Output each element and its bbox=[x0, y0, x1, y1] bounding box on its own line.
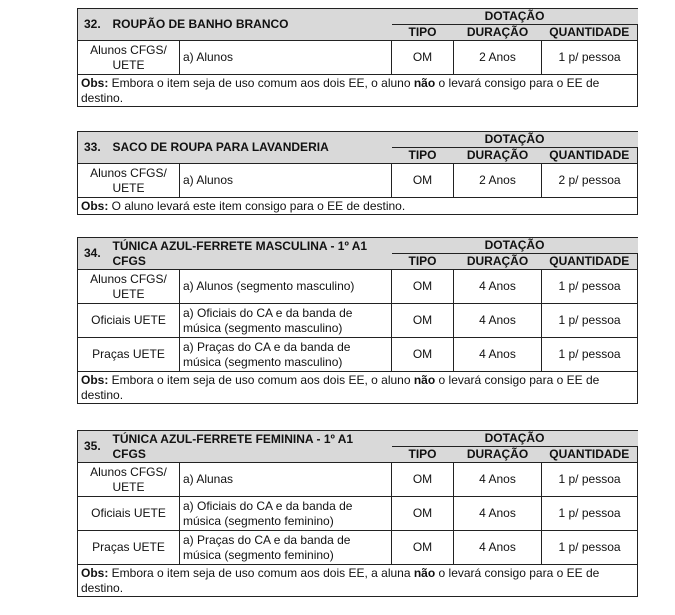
quantidade-cell: 1 p/ pessoa bbox=[542, 304, 638, 338]
tipo-cell: OM bbox=[392, 304, 454, 338]
group-cell: Oficiais UETE bbox=[78, 497, 180, 531]
obs-row bbox=[78, 198, 638, 215]
item-title: TÚNICA AZUL-FERRETE MASCULINA - 1º A1 CFGS bbox=[110, 238, 392, 270]
obs-note bbox=[78, 198, 638, 215]
item-table-3 bbox=[77, 237, 638, 404]
obs-text-end: o levará consigo para o EE de destino. bbox=[81, 565, 600, 595]
table-row bbox=[78, 41, 638, 75]
item-header-row-1 bbox=[78, 431, 638, 447]
tipo-cell: OM bbox=[392, 164, 454, 198]
quantidade-cell: 1 p/ pessoa bbox=[542, 463, 638, 497]
tipo-cell: OM bbox=[392, 270, 454, 304]
quantidade-cell: 1 p/ pessoa bbox=[542, 497, 638, 531]
tipo-cell: OM bbox=[392, 41, 454, 75]
obs-note bbox=[78, 565, 638, 597]
tipo-header: TIPO bbox=[392, 148, 454, 164]
obs-emphasis: não bbox=[413, 372, 436, 387]
item-number: 33. bbox=[78, 132, 110, 164]
obs-row bbox=[78, 372, 638, 404]
table-row bbox=[78, 304, 638, 338]
obs-label: Obs: bbox=[81, 372, 109, 387]
group-cell: Praças UETE bbox=[78, 338, 180, 372]
group-cell: Alunos CFGS/ UETE bbox=[78, 164, 180, 198]
duracao-cell: 2 Anos bbox=[454, 164, 542, 198]
duracao-cell: 4 Anos bbox=[454, 338, 542, 372]
quantidade-header: QUANTIDADE bbox=[542, 254, 638, 270]
description-cell: a) Alunos bbox=[180, 41, 392, 75]
tipo-cell: OM bbox=[392, 338, 454, 372]
table-row bbox=[78, 270, 638, 304]
duracao-header: DURAÇÃO bbox=[454, 25, 542, 41]
tipo-cell: OM bbox=[392, 531, 454, 565]
table-row bbox=[78, 531, 638, 565]
obs-text-end: o levará consigo para o EE de destino. bbox=[81, 75, 600, 105]
item-table-4 bbox=[77, 430, 638, 597]
item-title: TÚNICA AZUL-FERRETE FEMININA - 1º A1 CFGS bbox=[110, 431, 392, 463]
quantidade-cell: 1 p/ pessoa bbox=[542, 41, 638, 75]
item-table-2 bbox=[77, 131, 638, 215]
item-header-row-1 bbox=[78, 132, 638, 148]
obs-row bbox=[78, 75, 638, 107]
quantidade-header: QUANTIDADE bbox=[542, 447, 638, 463]
group-cell: Alunos CFGS/ UETE bbox=[78, 270, 180, 304]
description-cell: a) Oficiais do CA e da banda de música (segmento masculino) bbox=[180, 304, 392, 338]
description-cell: a) Alunas bbox=[180, 463, 392, 497]
quantidade-cell: 1 p/ pessoa bbox=[542, 270, 638, 304]
obs-label: Obs: bbox=[81, 198, 109, 213]
obs-label: Obs: bbox=[81, 565, 109, 580]
dotacao-header: DOTAÇÃO bbox=[392, 238, 638, 254]
group-cell: Praças UETE bbox=[78, 531, 180, 565]
duracao-cell: 4 Anos bbox=[454, 531, 542, 565]
description-cell: a) Praças do CA e da banda de música (segmento masculino) bbox=[180, 338, 392, 372]
group-cell: Alunos CFGS/ UETE bbox=[78, 463, 180, 497]
duracao-header: DURAÇÃO bbox=[454, 148, 542, 164]
duracao-cell: 4 Anos bbox=[454, 497, 542, 531]
table-row bbox=[78, 338, 638, 372]
item-header-row-1 bbox=[78, 9, 638, 25]
tipo-cell: OM bbox=[392, 497, 454, 531]
duracao-cell: 4 Anos bbox=[454, 304, 542, 338]
obs-text: Embora o item seja de uso comum aos dois EE, o aluno bbox=[108, 75, 414, 90]
duracao-cell: 4 Anos bbox=[454, 463, 542, 497]
group-cell: Alunos CFGS/ UETE bbox=[78, 41, 180, 75]
tipo-header: TIPO bbox=[392, 447, 454, 463]
tipo-cell: OM bbox=[392, 463, 454, 497]
obs-text-end: o levará consigo para o EE de destino. bbox=[81, 372, 600, 402]
obs-text: O aluno levará este item consigo para o EE de destino. bbox=[108, 198, 406, 213]
duracao-cell: 2 Anos bbox=[454, 41, 542, 75]
dotacao-header: DOTAÇÃO bbox=[392, 132, 638, 148]
obs-note bbox=[78, 75, 638, 107]
obs-label: Obs: bbox=[81, 75, 109, 90]
table-row bbox=[78, 164, 638, 198]
item-header-row-1 bbox=[78, 238, 638, 254]
dotacao-header: DOTAÇÃO bbox=[392, 9, 638, 25]
group-cell: Oficiais UETE bbox=[78, 304, 180, 338]
obs-text: Embora o item seja de uso comum aos dois EE, a aluna bbox=[108, 565, 414, 580]
description-cell: a) Oficiais do CA e da banda de música (segmento feminino) bbox=[180, 497, 392, 531]
tipo-header: TIPO bbox=[392, 25, 454, 41]
duracao-header: DURAÇÃO bbox=[454, 447, 542, 463]
duracao-header: DURAÇÃO bbox=[454, 254, 542, 270]
quantidade-cell: 1 p/ pessoa bbox=[542, 531, 638, 565]
table-row bbox=[78, 497, 638, 531]
table-row bbox=[78, 463, 638, 497]
quantidade-cell: 2 p/ pessoa bbox=[542, 164, 638, 198]
obs-emphasis: não bbox=[413, 75, 436, 90]
quantidade-cell: 1 p/ pessoa bbox=[542, 338, 638, 372]
tipo-header: TIPO bbox=[392, 254, 454, 270]
duracao-cell: 4 Anos bbox=[454, 270, 542, 304]
obs-note bbox=[78, 372, 638, 404]
obs-row bbox=[78, 565, 638, 597]
item-number: 34. bbox=[78, 238, 110, 270]
dotacao-header: DOTAÇÃO bbox=[392, 431, 638, 447]
description-cell: a) Alunos bbox=[180, 164, 392, 198]
quantidade-header: QUANTIDADE bbox=[542, 148, 638, 164]
obs-text: Embora o item seja de uso comum aos dois EE, o aluno bbox=[108, 372, 414, 387]
obs-emphasis: não bbox=[413, 565, 436, 580]
description-cell: a) Praças do CA e da banda de música (segmento feminino) bbox=[180, 531, 392, 565]
item-title: SACO DE ROUPA PARA LAVANDERIA bbox=[110, 132, 392, 164]
item-number: 35. bbox=[78, 431, 110, 463]
quantidade-header: QUANTIDADE bbox=[542, 25, 638, 41]
description-cell: a) Alunos (segmento masculino) bbox=[180, 270, 392, 304]
item-title: ROUPÃO DE BANHO BRANCO bbox=[110, 9, 392, 41]
item-number: 32. bbox=[78, 9, 110, 41]
item-table-1 bbox=[77, 8, 638, 107]
